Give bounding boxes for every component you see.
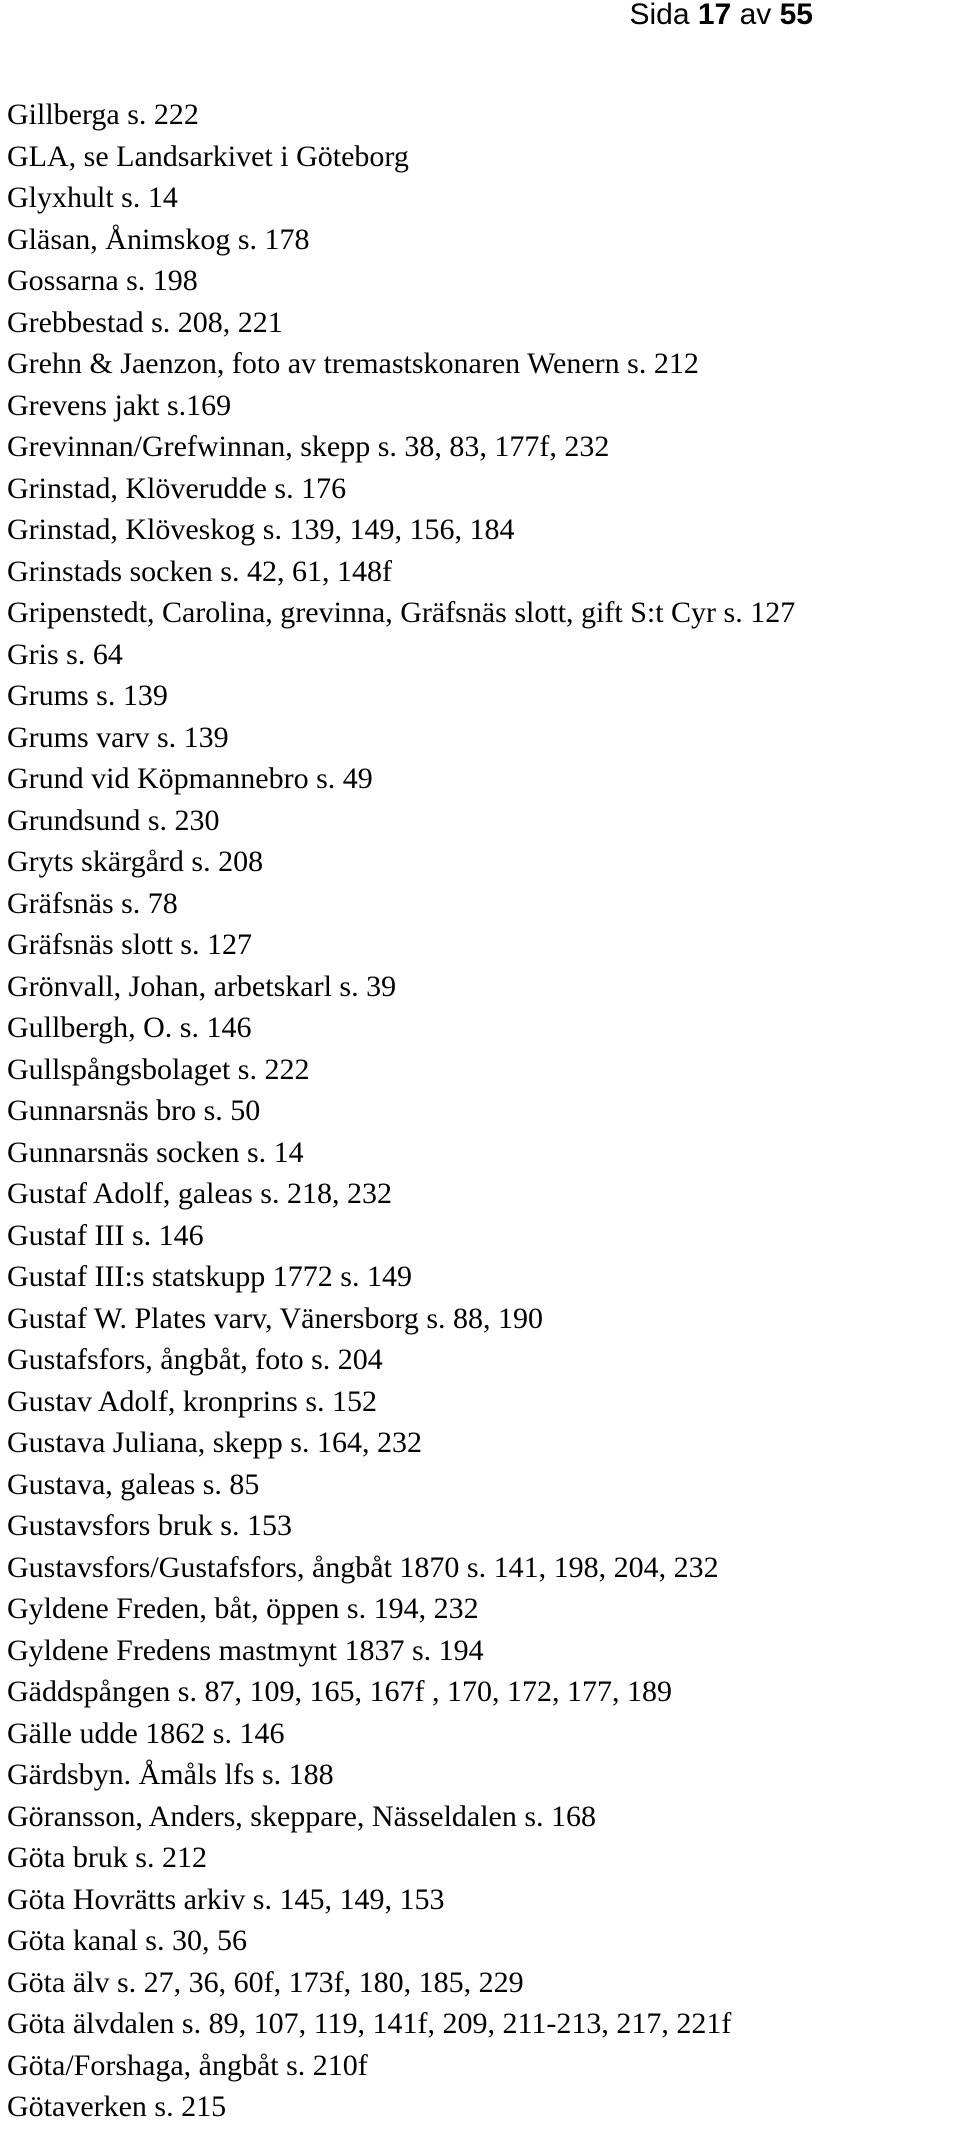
index-entry: Göta älv s. 27, 36, 60f, 173f, 180, 185, 229: [7, 1965, 524, 1999]
index-entry: Gustava Juliana, skepp s. 164, 232: [7, 1426, 422, 1459]
index-entry: Göta Hovrätts arkiv s. 145, 149, 153: [7, 1882, 445, 1916]
index-entry: Gyldene Fredens mastmynt 1837 s. 194: [7, 1633, 484, 1667]
index-entry: Göta älvdalen s. 89, 107, 119, 141f, 209, 211-213, 217, 221f: [7, 2007, 732, 2040]
index-entry: Gustaf III:s statskupp 1772 s. 149: [7, 1260, 412, 1293]
index-entry: Grehn & Jaenzon, foto av tremastskonaren Wenern s. 212: [7, 347, 699, 380]
index-entry: Götaverken s. 215: [7, 2090, 227, 2123]
page-label: Sida: [629, 0, 690, 31]
index-entry: Gris s. 64: [7, 637, 123, 671]
index-entry: Gärdsbyn. Åmåls lfs s. 188: [7, 1758, 334, 1791]
index-entry: Grevinnan/Grefwinnan, skepp s. 38, 83, 177f, 232: [7, 430, 610, 463]
index-entry: Gustavsfors bruk s. 153: [7, 1509, 292, 1542]
index-entry: Gustavsfors/Gustafsfors, ångbåt 1870 s. 141, 198, 204, 232: [7, 1550, 719, 1584]
index-entry: Gillberga s. 222: [7, 98, 199, 131]
total-pages-number: 55: [779, 0, 813, 31]
index-entry: Gripenstedt, Carolina, grevinna, Gräfsnäs slott, gift S:t Cyr s. 127: [7, 596, 796, 629]
index-entry: Gläsan, Ånimskog s. 178: [7, 222, 310, 256]
current-page-number: 17: [697, 0, 732, 31]
index-entry: Grundsund s. 230: [7, 803, 220, 837]
index-entry: Gullbergh, O. s. 146: [7, 1011, 252, 1044]
index-entry: Göta kanal s. 30, 56: [7, 1924, 247, 1957]
index-entry: Grund vid Köpmannebro s. 49: [7, 762, 373, 795]
index-entry: Grinstads socken s. 42, 61, 148f: [7, 554, 392, 588]
index-entry: Glyxhult s. 14: [7, 181, 178, 214]
index-entry: Gullspångsbolaget s. 222: [7, 1052, 310, 1086]
index-list: [7, 94, 795, 2128]
index-entry: Gryts skärgård s. 208: [7, 845, 264, 878]
index-entry: Grinstad, Klöverudde s. 176: [7, 471, 347, 505]
index-entry: Gossarna s. 198: [7, 264, 198, 297]
index-entry: Grönvall, Johan, arbetskarl s. 39: [7, 969, 397, 1003]
index-entry: Gustaf III s. 146: [7, 1218, 204, 1252]
index-entry: Göta bruk s. 212: [7, 1841, 207, 1874]
index-entry: Göransson, Anders, skeppare, Nässeldalen s. 168: [7, 1799, 597, 1833]
index-entry: Grevens jakt s.169: [7, 388, 232, 422]
index-entry: Gäddspången s. 87, 109, 165, 167f , 170, 172, 177, 189: [7, 1675, 672, 1708]
index-entry: Gunnarsnäs bro s. 50: [7, 1094, 261, 1127]
index-entry: Göta/Forshaga, ångbåt s. 210f: [7, 2048, 368, 2082]
index-entry: Gustav Adolf, kronprins s. 152: [7, 1384, 377, 1418]
page-indicator: [629, 0, 813, 30]
index-entry: Grebbestad s. 208, 221: [7, 305, 283, 339]
index-entry: Gustaf W. Plates varv, Vänersborg s. 88, 190: [7, 1301, 544, 1335]
page-of-label: av: [739, 0, 772, 31]
index-entry: Gräfsnäs s. 78: [7, 886, 178, 920]
index-entry: Grums varv s. 139: [7, 720, 229, 754]
index-entry: Gräfsnäs slott s. 127: [7, 928, 252, 961]
index-entry: Grinstad, Klöveskog s. 139, 149, 156, 184: [7, 513, 515, 546]
index-entry: Gälle udde 1862 s. 146: [7, 1716, 285, 1750]
index-entry: Gustaf Adolf, galeas s. 218, 232: [7, 1177, 392, 1210]
index-entry: Gyldene Freden, båt, öppen s. 194, 232: [7, 1592, 479, 1625]
index-entry: GLA, se Landsarkivet i Göteborg: [7, 139, 409, 173]
index-entry: Gunnarsnäs socken s. 14: [7, 1135, 304, 1169]
index-entry: Gustava, galeas s. 85: [7, 1467, 260, 1501]
index-entry: Gustafsfors, ångbåt, foto s. 204: [7, 1343, 383, 1376]
index-entry: Grums s. 139: [7, 679, 168, 712]
